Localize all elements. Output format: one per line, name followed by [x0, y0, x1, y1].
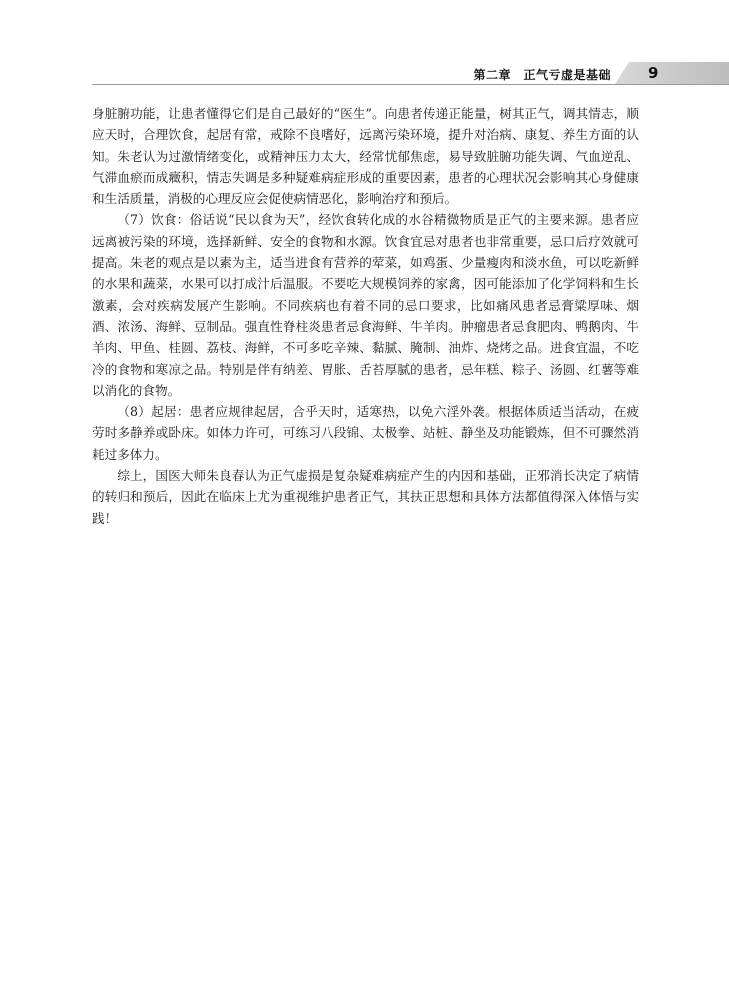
- running-header: [0, 62, 729, 86]
- paragraph-continued: 身脏腑功能，让患者懂得它们是自己最好的“医生”。向患者传递正能量，树其正气，调其情志，顺应天时，合理饮食，起居有常，戒除不良嗜好，远离污染环境，提升对治病、康复、养生方面的认知。朱老认为过激情绪变化，或精神压力太大，经常忧郁焦虑，易导致脏腑功能失调、气血逆乱、气滞血瘀而成癥积，情志失调是多种疑难病症形成的重要因素，患者的心理状况会影响其心身健康和生活质量，消极的心理反应会促使病情恶化，影响治疗和预后。: [92, 106, 639, 207]
- header-rule: [92, 84, 729, 85]
- chapter-title: 第二章 正气亏虚是基础: [473, 68, 611, 82]
- paragraph-summary: 综上，国医大师朱良春认为正气虚损是复杂疑难病症产生的内因和基础，正邪消长决定了病情的转归和预后，因此在临床上尤为重视维护患者正气，其扶正思想和具体方法都值得深入体悟与实践！: [92, 468, 639, 526]
- page-number-tab: [615, 62, 729, 84]
- paragraph-daily-life: （8）起居：患者应规律起居，合乎天时，适寒热，以免六淫外袭。根据体质适当活动，在疲劳时多静养或卧床。如体力许可，可练习八段锦、太极拳、站桩、静坐及功能锻炼，但不可骤然消耗过多体力。: [92, 404, 639, 462]
- paragraph-diet: （7）饮食：俗话说“民以食为天”，经饮食转化成的水谷精微物质是正气的主要来源。患者应远离被污染的环境，选择新鲜、安全的食物和水源。饮食宜忌对患者也非常重要，忌口后疗效就可提高。朱老的观点是以素为主，适当进食有营养的荤菜，如鸡蛋、少量瘦肉和淡水鱼，可以吃新鲜的水果和蔬菜，水果可以打成汁后温服。不要吃大规模饲养的家禽，因可能添加了化学饲料和生长激素，会对疾病发展产生影响。不同疾病也有着不同的忌口要求，比如痛风患者忌膏粱厚味、烟酒、浓汤、海鲜、豆制品。强直性脊柱炎患者忌食海鲜、牛羊肉。肿瘤患者忌食肥肉、鸭鹅肉、牛羊肉、甲鱼、桂圆、荔枝、海鲜，不可多吃辛辣、黏腻、腌制、油炸、烧烤之品。进食宜温，不吃冷的食物和寒凉之品。特别是伴有纳差、胃胀、舌苔厚腻的患者，忌年糕、粽子、汤圆、红薯等难以消化的食物。: [92, 212, 639, 398]
- page-number: 9: [648, 64, 659, 82]
- body-text: [92, 103, 639, 529]
